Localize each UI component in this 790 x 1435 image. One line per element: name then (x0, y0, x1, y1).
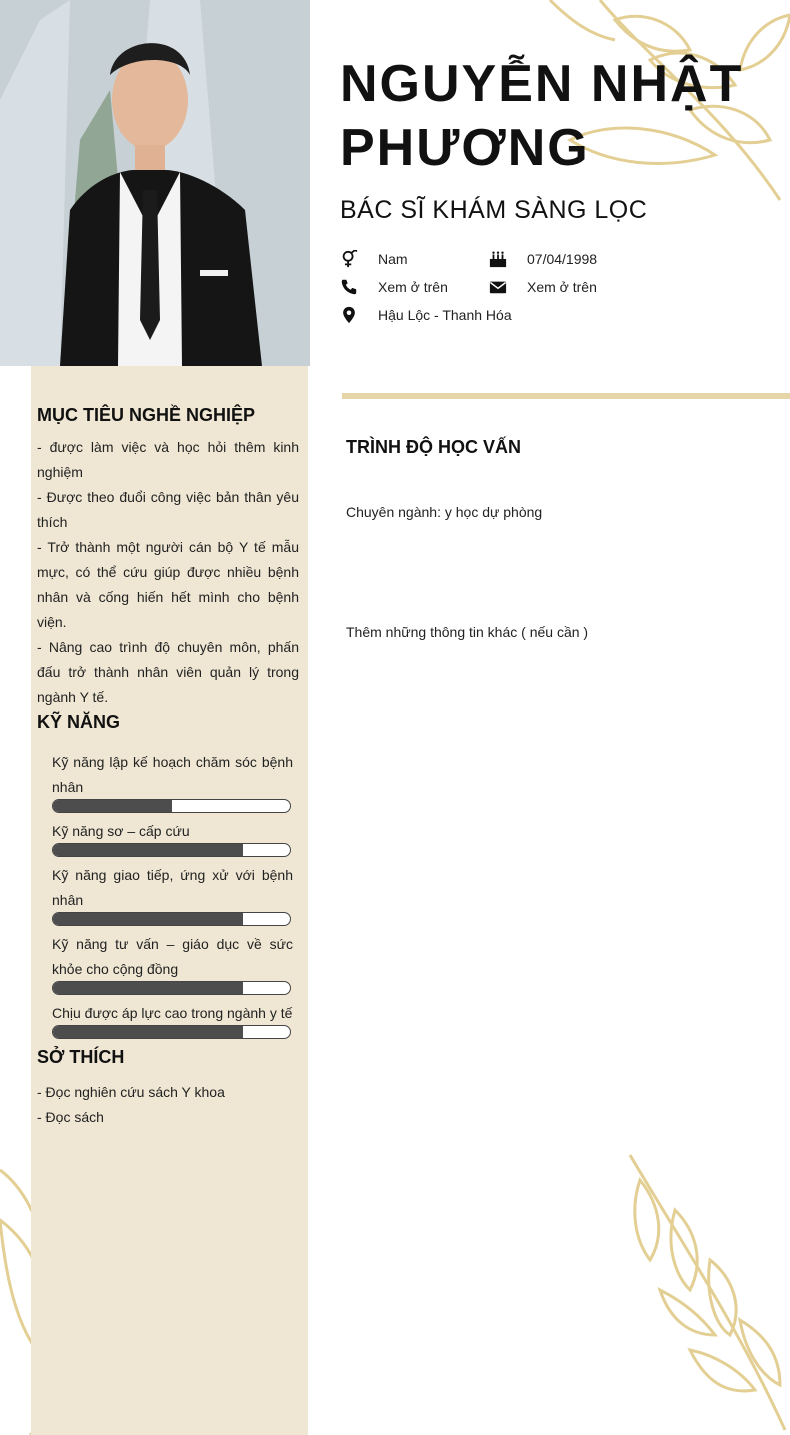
phone-value[interactable]: Xem ở trên (378, 279, 448, 295)
gender-value: Nam (378, 251, 408, 267)
gender-row (340, 250, 408, 268)
location-icon (340, 306, 358, 324)
education-major: Chuyên ngành: y học dự phòng (346, 504, 543, 520)
mail-icon (489, 278, 507, 296)
birthday-row (489, 250, 597, 268)
skill-bar-fill (53, 800, 172, 812)
skill-label: Kỹ năng tư vấn – giáo dục về sức khỏe cho cộng đồng (52, 936, 293, 977)
email-value[interactable]: Xem ở trên (527, 279, 597, 295)
education-title: TRÌNH ĐỘ HỌC VẤN (346, 437, 521, 457)
profile-photo (0, 0, 310, 366)
skill-label: Kỹ năng sơ – cấp cứu (52, 823, 190, 839)
gender-icon (340, 250, 358, 268)
skill-bar (52, 843, 291, 857)
hobbies-title: SỞ THÍCH (37, 1047, 125, 1067)
address-value: Hậu Lộc - Thanh Hóa (378, 307, 512, 323)
header-divider (342, 393, 790, 399)
skill-bar (52, 799, 291, 813)
objective-list (37, 435, 299, 710)
phone-icon (340, 278, 358, 296)
skill-bar-fill (53, 844, 243, 856)
skill-bar-fill (53, 913, 243, 925)
objective-item: - Trở thành một người cán bộ Y tế mẫu mực, có thể cứu giúp được nhiều bệnh nhân và cống hiến hết mình cho bệnh viện. (37, 539, 299, 630)
objective-item: - được làm việc và học hỏi thêm kinh nghiệm (37, 439, 299, 480)
hobby-item: - Đọc nghiên cứu sách Y khoa (37, 1084, 225, 1100)
objective-title: MỤC TIÊU NGHỀ NGHIỆP (37, 405, 256, 425)
birthday-value: 07/04/1998 (527, 251, 598, 267)
skill-label: Kỹ năng lập kế hoạch chăm sóc bệnh nhân (52, 754, 293, 795)
skill-bar (52, 981, 291, 995)
skill-bar-fill (53, 982, 243, 994)
leaf-decoration-bottom-right (620, 1150, 790, 1435)
skill-bar (52, 1025, 291, 1039)
address-row (340, 306, 512, 324)
skill-bar (52, 912, 291, 926)
job-title: BÁC SĨ KHÁM SÀNG LỌC (340, 196, 648, 224)
phone-row (340, 278, 448, 296)
avatar (0, 0, 310, 366)
objective-item: - Nâng cao trình độ chuyên môn, phấn đấu trở thành nhân viên quản lý trong ngành Y tế. (37, 639, 299, 705)
email-row (489, 278, 597, 296)
skills-title: KỸ NĂNG (37, 712, 121, 732)
cake-icon (489, 250, 507, 268)
hobby-item: - Đọc sách (37, 1109, 104, 1125)
skill-bar-fill (53, 1026, 243, 1038)
objective-item: - Được theo đuổi công việc bản thân yêu thích (37, 489, 299, 530)
full-name: NGUYỄN NHẬT PHƯƠNG (340, 55, 744, 177)
skill-label: Chịu được áp lực cao trong ngành y tế (52, 1005, 293, 1021)
skill-label: Kỹ năng giao tiếp, ứng xử với bệnh nhân (52, 867, 293, 908)
education-extra: Thêm những thông tin khác ( nếu cần ) (346, 624, 589, 640)
hobbies-list (37, 1080, 299, 1130)
